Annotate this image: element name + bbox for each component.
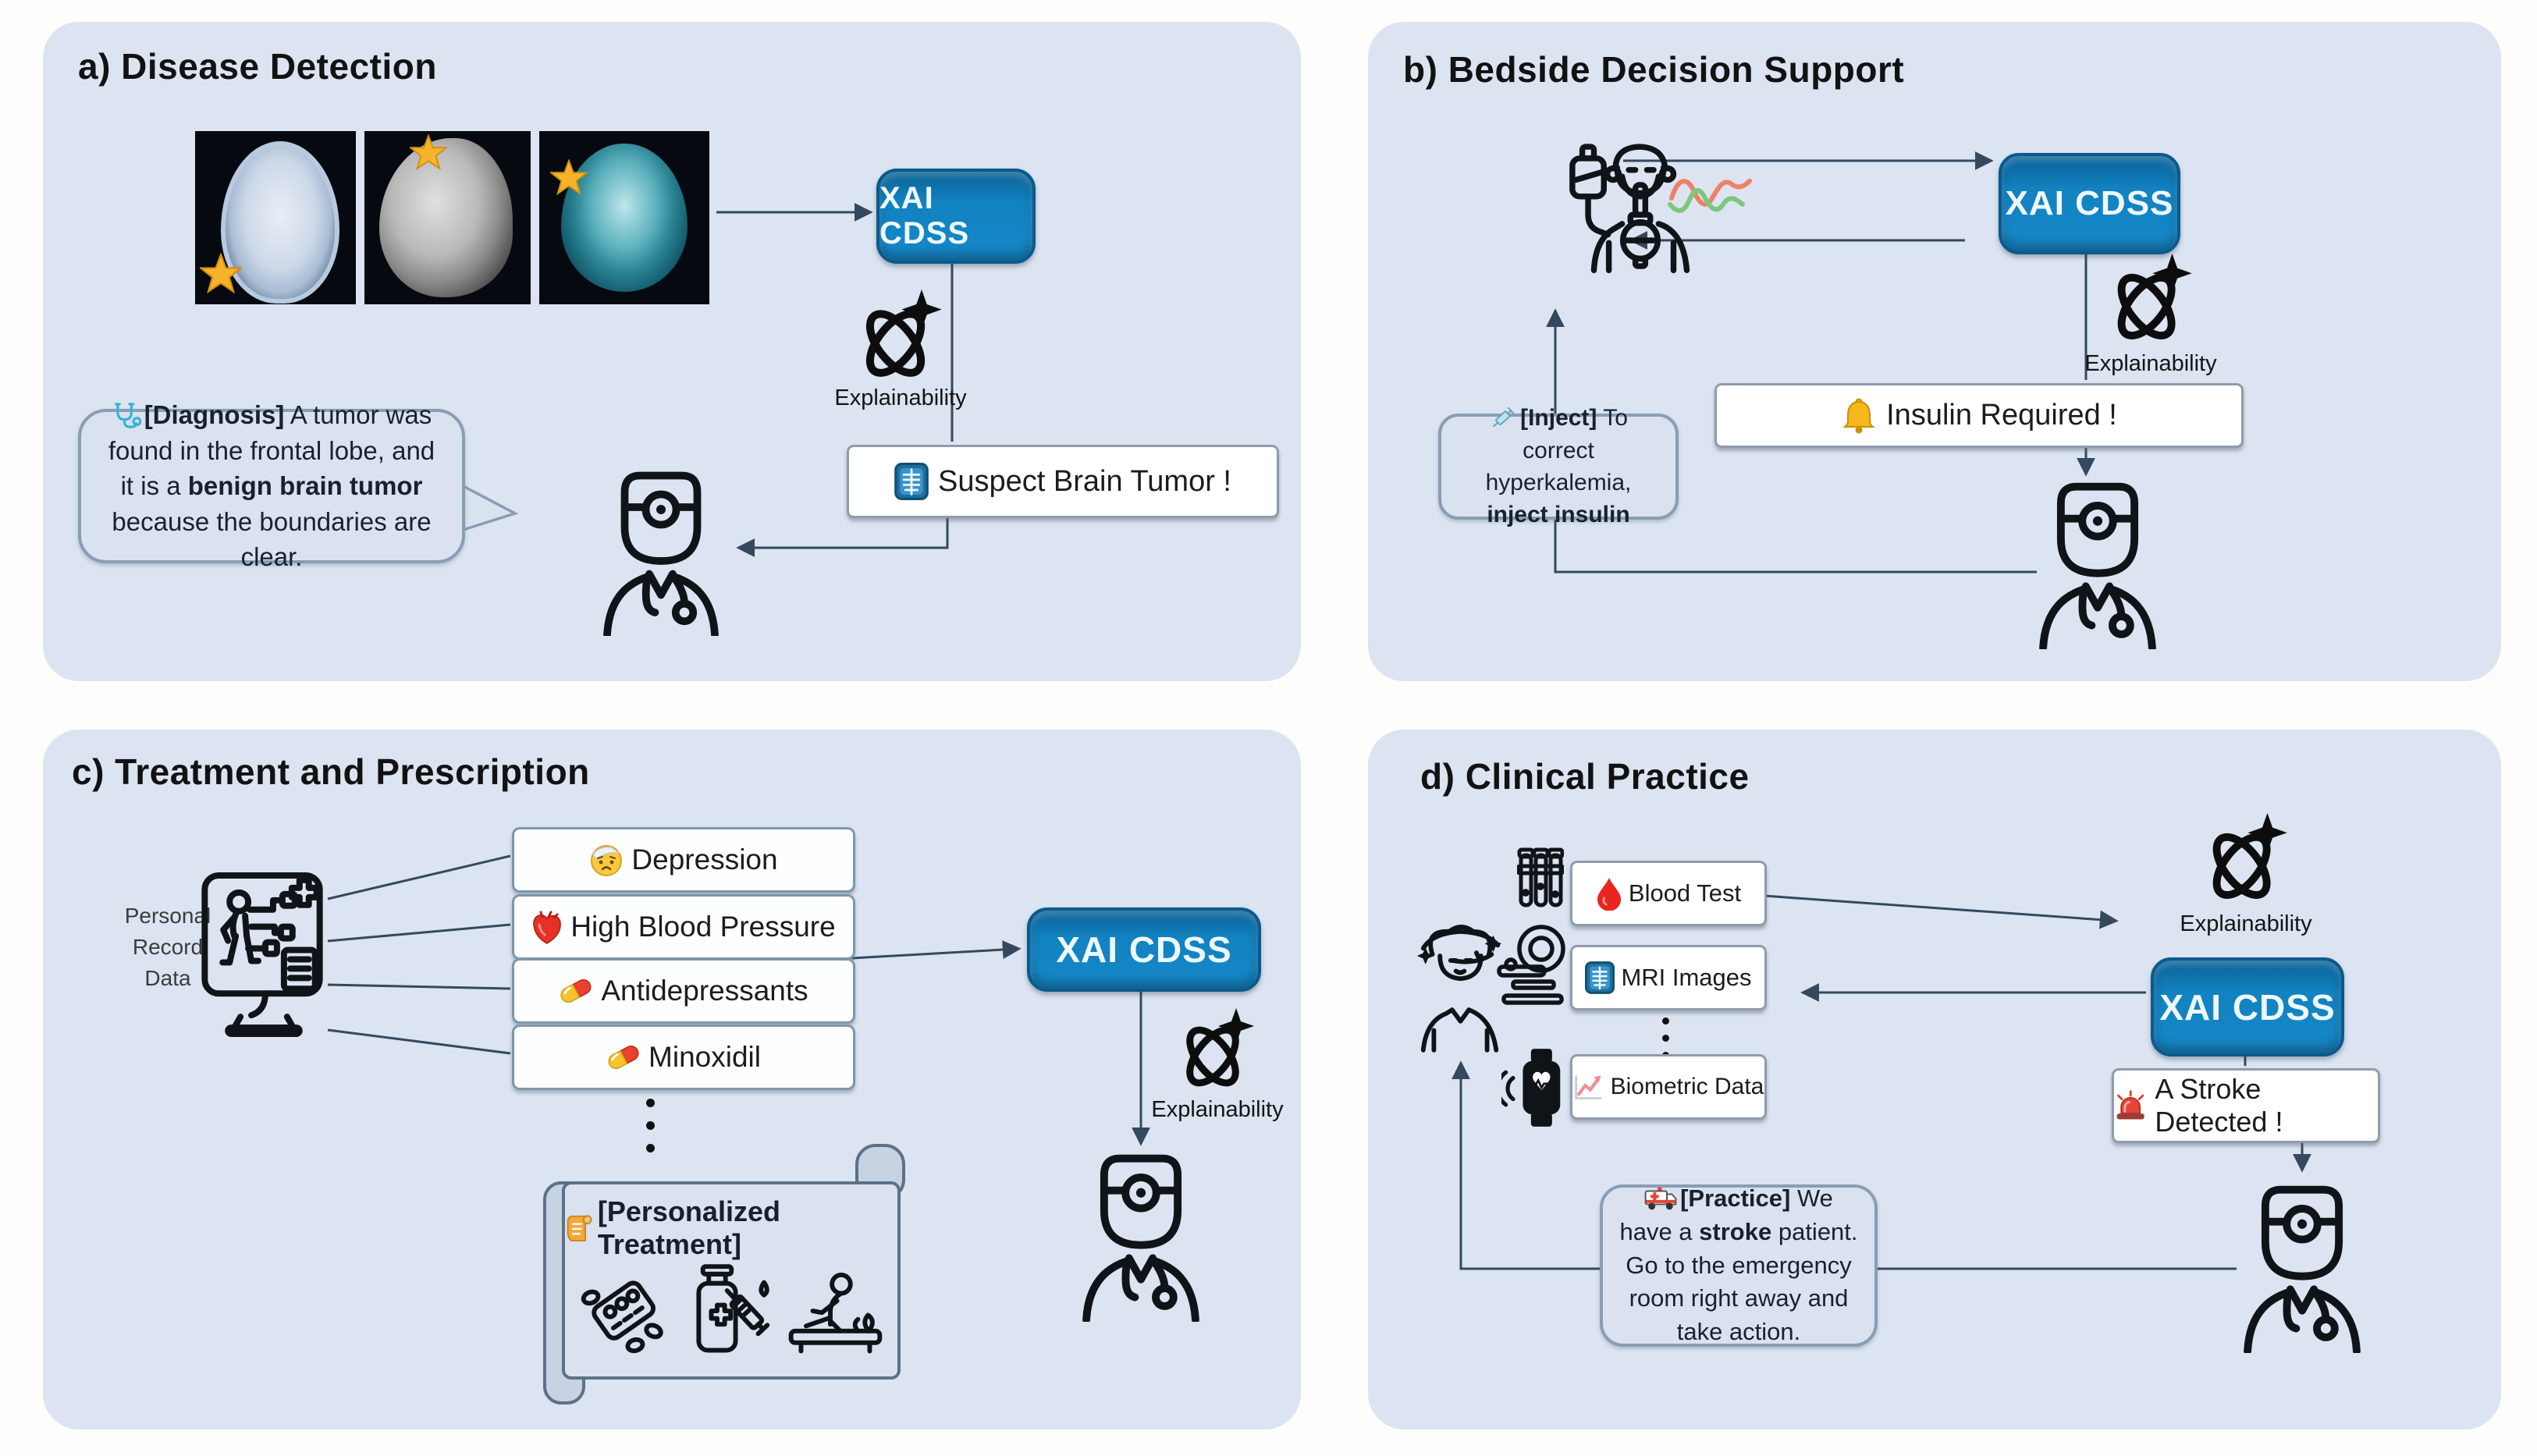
diagnosis-text: [Diagnosis] A tumor was found in the frontal lobe, and it is a benign brain tumor because the boundaries are clear. [108,400,435,572]
dizzy-patient-icon [1417,919,1505,1053]
panel-a-title: a) Disease Detection [78,46,437,87]
input-blood-test: Blood Test [1570,861,1767,926]
syringe-icon [1489,404,1517,432]
brain-mri-sagittal-image [364,131,531,304]
pill-icon [559,977,593,1005]
tumor-star-icon [200,253,242,293]
explainability-icon [854,286,944,384]
doctor-icon [602,470,720,636]
prescription-pills-icon [578,1264,670,1356]
doctor-icon [1082,1152,1200,1322]
doctor-icon [2243,1183,2361,1353]
explainability-label-d: Explainability [2180,911,2312,936]
input-mri-images: MRI Images [1570,945,1767,1010]
stroke-detected-alert [2112,1068,2380,1143]
siren-icon [2114,1089,2147,1122]
treatment-icons [578,1264,884,1356]
alert-text: Insulin Required ! [1886,399,2117,431]
tumor-star-icon [410,134,447,170]
explainability-label-a: Explainability [834,385,967,410]
record-item-minoxidil: Minoxidil [512,1025,855,1090]
vital-waveform-icon [1667,164,1754,223]
input-biometric-data: Biometric Data [1570,1054,1767,1120]
xai-cdss-node-d: XAI CDSS [2151,957,2344,1056]
test-tubes-icon [1517,847,1564,925]
medicine-bottle-syringe-icon [683,1264,775,1356]
suspect-brain-tumor-alert [847,445,1279,518]
tumor-star-icon [550,159,588,195]
face-bandage-icon [589,843,624,877]
xray-icon [894,463,929,500]
practice-text: [Practice] We have a stroke patient. Go to the emergency room right away and take action. [1619,1184,1858,1346]
record-item-antidepressants: Antidepressants [512,958,855,1024]
anatomical-heart-icon [531,910,563,944]
alert-text: Suspect Brain Tumor ! [938,464,1231,498]
health-record-monitor-icon [200,871,325,1038]
bell-icon [1841,397,1877,435]
panel-c-title: c) Treatment and Prescription [72,751,590,792]
panel-b-title: b) Bedside Decision Support [1403,49,1905,90]
inject-instruction-bubble [1438,405,1679,528]
explainability-label-b: Explainability [2084,351,2217,376]
pill-icon [606,1043,641,1071]
ellipsis-dots [1662,1017,1669,1059]
xai-cdss-node-a: XAI CDSS [876,169,1036,264]
inject-text: [Inject] To correct hyperkalemia, inject insulin [1485,405,1632,528]
xai-cdss-node-b: XAI CDSS [1999,153,2180,254]
diagnosis-speech-bubble [78,400,465,572]
explainability-icon [2105,250,2194,346]
record-item-depression: Depression [512,827,855,893]
brain-mri-images [195,131,709,304]
xai-cdss-node-c: XAI CDSS [1027,907,1261,992]
explainability-label-c: Explainability [1151,1097,1284,1122]
stethoscope-icon [112,401,141,431]
chart-increasing-icon [1573,1072,1604,1102]
brain-mri-coronal-image [539,131,709,304]
scroll-title: [Personalized Treatment] [565,1195,897,1261]
explainability-icon [2201,808,2290,907]
personalized-treatment-scroll [562,1181,901,1380]
explainability-icon [1169,1005,1263,1092]
mri-scanner-icon [1497,924,1569,1007]
xray-icon [1585,961,1615,994]
insulin-required-alert [1714,383,2244,448]
practice-instruction-bubble [1600,1184,1878,1347]
record-item-high-blood-pressure: High Blood Pressure [512,894,855,960]
doctor-icon [2038,481,2157,649]
ambulance-icon [1644,1185,1677,1213]
blood-drop-icon [1596,876,1622,911]
panel-d-title: d) Clinical Practice [1420,756,1750,797]
smartwatch-icon [1501,1047,1567,1128]
ellipsis-dots [646,1099,655,1152]
scroll-icon [565,1210,593,1246]
alert-text: A Stroke Detected ! [2155,1073,2283,1138]
personal-record-data-label: Personal Record Data [124,904,211,990]
physical-therapy-icon [787,1264,884,1356]
brain-mri-axial-image [195,131,356,304]
